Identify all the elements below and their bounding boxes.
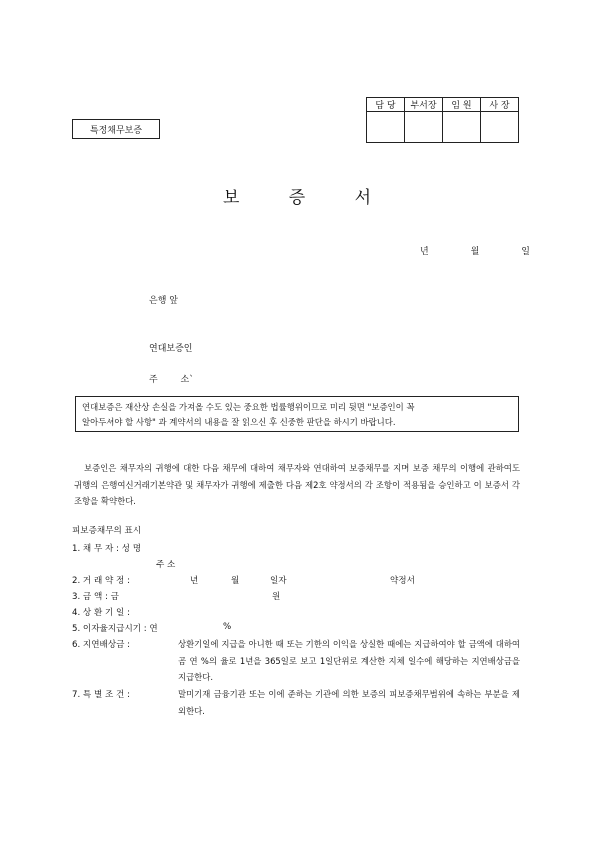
date-day: 일 xyxy=(521,247,530,257)
body-paragraph: 보증인은 채무자의 귀행에 대한 다음 채무에 대하여 채무자와 연대하여 보증채무를 지며 보증 채무의 이행에 관하여도 귀행의 은행여신거래기본약관 및 채무자가 귀행에 제출한 다음 제2호 약정서의 각 조항이 적용됨을 승인하고 이 보증서 각 조항을 확약한다. xyxy=(74,463,520,506)
item-late-label: 6. 지연배상금 : xyxy=(72,640,131,650)
document-type-tag: 특정채무보증 xyxy=(72,119,160,139)
item-late-text: 상환기일에 지급을 아니한 때 또는 기한의 이익을 상실한 때에는 지급하여야 할 금액에 대하여 곰 연 %의 율로 1년을 365일로 보고 1일단위로 계산한 지체 일수에 해당하는 지연배상금을 지급한다. xyxy=(178,639,520,682)
date-month: 월 xyxy=(470,247,480,257)
addressee: 은행 앞 xyxy=(149,296,178,306)
section-title: 피보증채무의 표시 xyxy=(72,526,142,536)
date-line xyxy=(420,244,530,257)
approval-header-dept-head: 부서장 xyxy=(405,98,443,112)
approval-stamp-manager xyxy=(367,112,405,143)
item-interest-label: 5. 이자율지급시기 : 연 xyxy=(72,624,158,634)
item-contract-date: 일자 xyxy=(270,576,287,586)
approval-header-president: 사 장 xyxy=(481,98,519,112)
approval-header-executive: 임 원 xyxy=(443,98,481,112)
item-amount-label: 3. 금 액 : 금 xyxy=(72,592,119,602)
item-special-label: 7. 특 별 조 건 : xyxy=(72,690,130,700)
item-interest-unit: % xyxy=(223,622,232,632)
approval-stamp-executive xyxy=(443,112,481,143)
item-contract-label: 2. 거 래 약 정 : xyxy=(72,576,130,586)
warning-line-1: 연대보증은 재산상 손실을 가져올 수도 있는 중요한 법률행위이므로 미리 뒷면 "보증인이 꼭 xyxy=(82,402,415,412)
item-contract-month: 월 xyxy=(231,576,240,586)
approval-stamp-dept-head xyxy=(405,112,443,143)
warning-line-2: 알아두셔야 할 사항" 과 계약서의 내용을 잘 읽으신 후 신중한 판단을 하시기 바랍니다. xyxy=(82,417,396,427)
item-contract-doc: 약정서 xyxy=(390,576,415,586)
item-debtor-label: 1. 채 무 자 : 성 명 xyxy=(72,544,141,554)
approval-table xyxy=(366,97,519,143)
guarantor-address-label: 주 소` xyxy=(149,375,194,385)
warning-box xyxy=(75,396,519,432)
item-contract-year: 년 xyxy=(190,576,199,586)
approval-stamp-president xyxy=(481,112,519,143)
item-special-text: 말미기재 금융기관 또는 이에 준하는 기관에 의한 보증의 피보증채무범위에 속하는 부분을 제외한다. xyxy=(178,689,520,716)
date-year: 년 xyxy=(420,247,429,257)
item-debtor-address: 주 소 xyxy=(156,560,176,570)
item-amount-unit: 원 xyxy=(272,592,281,602)
guarantor-label: 연대보증인 xyxy=(149,344,193,354)
page-title: 보 증 서 xyxy=(222,188,373,208)
item-repay-label: 4. 상 환 기 일 : xyxy=(72,608,130,618)
approval-header-manager: 담 당 xyxy=(367,98,405,112)
